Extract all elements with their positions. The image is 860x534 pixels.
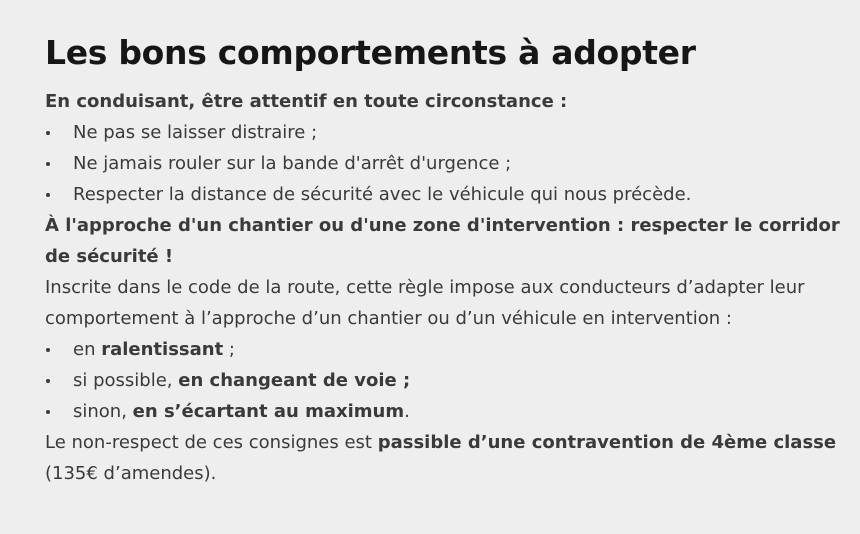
penalty-text: (135€ d’amendes). — [45, 463, 217, 484]
list-item-text: sinon, — [73, 401, 133, 422]
list-item: Respecter la distance de sécurité avec le véhicule qui nous précède. — [45, 179, 845, 210]
list-item-emphasis: en changeant de voie ; — [178, 370, 411, 391]
article-content — [45, 32, 845, 489]
corridor-heading: À l'approche d'un chantier ou d'une zone d'intervention : respecter le corridor de sécurité ! — [45, 215, 840, 267]
list-item-emphasis: ralentissant — [101, 339, 224, 360]
driving-list — [45, 117, 845, 210]
driving-heading: En conduisant, être attentif en toute circonstance : — [45, 91, 568, 112]
penalty-emphasis: passible d’une contravention de 4ème classe — [377, 432, 837, 453]
list-item-emphasis: en s’écartant au maximum — [132, 401, 405, 422]
page-title: Les bons comportements à adopter — [45, 33, 696, 72]
list-item: Ne jamais rouler sur la bande d'arrêt d'urgence ; — [45, 148, 845, 179]
corridor-list — [45, 334, 845, 427]
corridor-intro: Inscrite dans le code de la route, cette règle impose aux conducteurs d’adapter leur comportement à l’approche d’un chantier ou d’un véhicule en intervention : — [45, 277, 805, 329]
list-item — [45, 334, 845, 365]
list-item — [45, 365, 845, 396]
list-item-text: si possible, — [73, 370, 179, 391]
penalty-text: Le non-respect de ces consignes est — [45, 432, 378, 453]
list-item-text: ; — [223, 339, 235, 360]
list-item: Ne pas se laisser distraire ; — [45, 117, 845, 148]
list-item-text: en — [73, 339, 102, 360]
list-item — [45, 396, 845, 427]
list-item-text: . — [404, 401, 410, 422]
penalty-note — [45, 427, 845, 489]
